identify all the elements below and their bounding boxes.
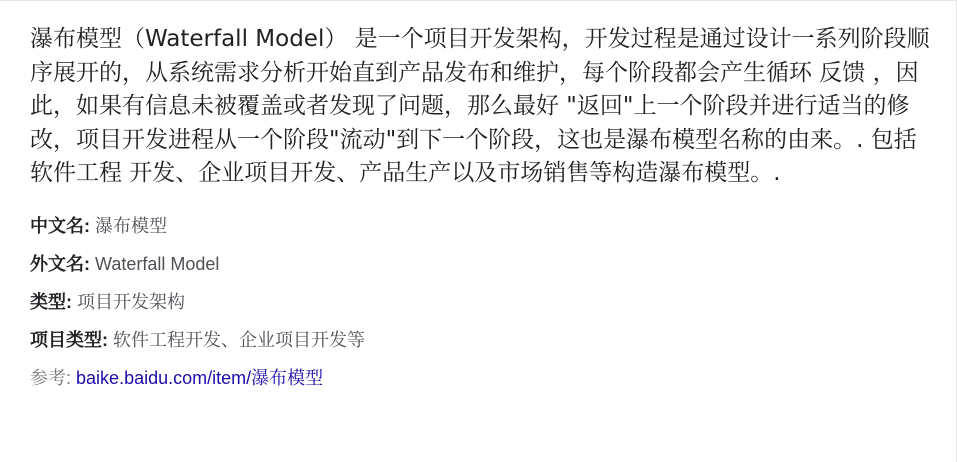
facts-list [30,214,926,352]
snippet-summary: 瀑布模型（Waterfall Model） 是一个项目开发架构，开发过程是通过设计一系列阶段顺序展开的，从系统需求分析开始直到产品发布和维护，每个阶段都会产生循环 反馈 ，因此，如果有信息未被覆盖或者发现了问题，那么最好 "返回"上一个阶段并进行适当的修改，项目开发进程从一个阶段"流动"到下一个阶段，这也是瀑布模型名称的由来。. 包括 软件工程 开发、企业项目开发、产品生产以及市场销售等构造瀑布模型。. [30,26,930,187]
fact-label: 类型: [30,291,72,312]
fact-value: 项目开发架构 [77,291,186,312]
fact-foreign-name [30,252,926,276]
fact-label: 外文名: [30,253,90,274]
fact-value: Waterfall Model [95,253,220,274]
source-link[interactable]: baike.baidu.com/item/瀑布模型 [76,367,324,388]
source-reference [30,366,926,390]
fact-label: 项目类型: [30,329,108,350]
source-label: 参考: [30,367,72,388]
fact-type [30,290,926,314]
fact-value: 软件工程开发、企业项目开发等 [113,329,366,350]
fact-label: 中文名: [30,215,90,236]
fact-project-type [30,328,926,352]
fact-value: 瀑布模型 [95,215,168,236]
fact-chinese-name [30,214,926,238]
